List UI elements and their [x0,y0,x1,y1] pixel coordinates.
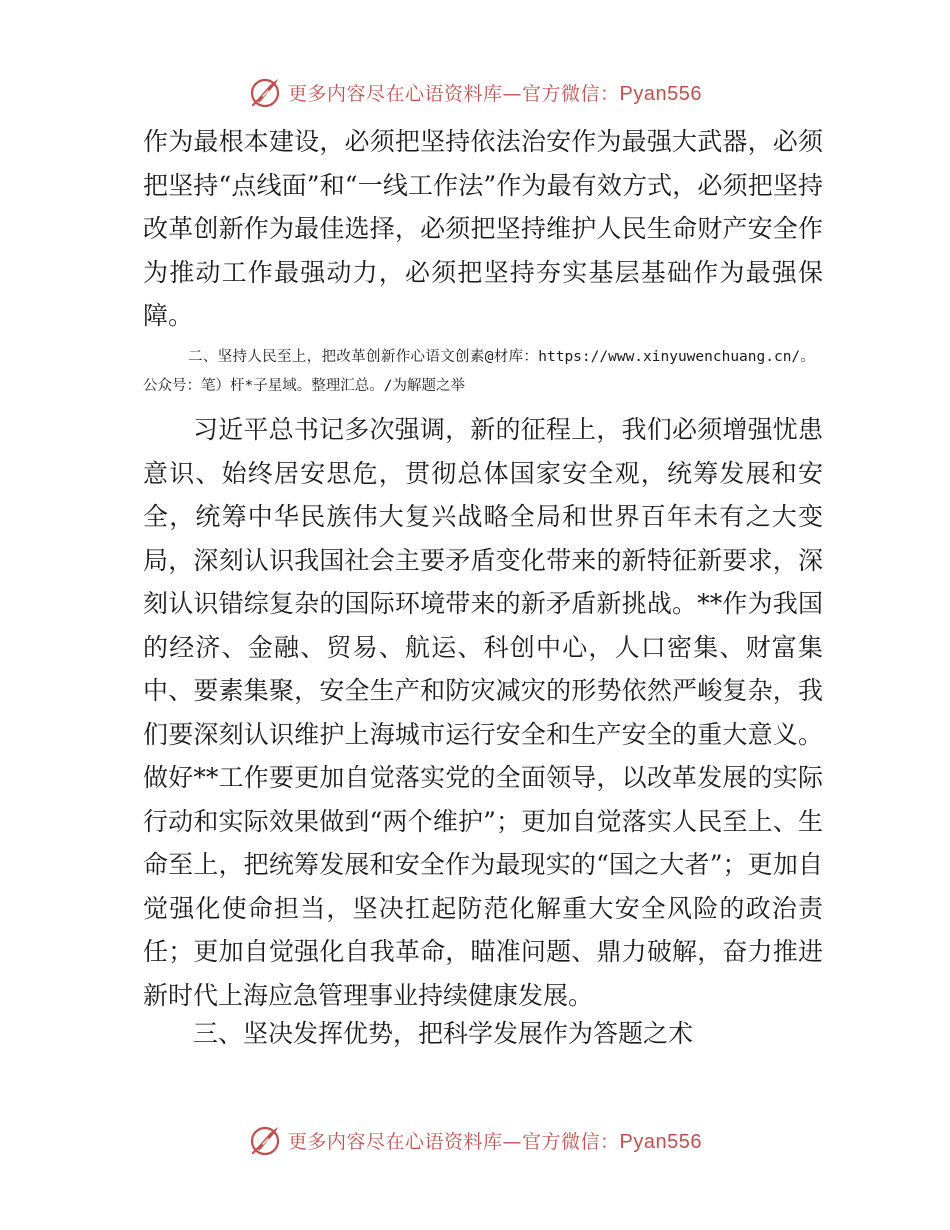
quill-pen-logo-icon [248,1123,282,1157]
quill-pen-logo-icon [248,75,282,109]
footer-watermark [0,1120,950,1160]
paragraph-main: 习近平总书记多次强调，新的征程上，我们必须增强忧患意识、始终居安思危，贯彻总体国家安全观，统筹发展和安全，统筹中华民族伟大复兴战略全局和世界百年未有之大变局，深刻认识我国社会主要矛盾变化带来的新特征新要求，深刻认识错综复杂的国际环境带来的新矛盾新挑战。**作为我国的经济、金融、贸易、航运、科创中心，人口密集、财富集中、要素集聚，安全生产和防灾减灾的形势依然严峻复杂，我们要深刻认识维护上海城市运行安全和生产安全的重大意义。做好**工作要更加自觉落实党的全面领导，以改革发展的实际行动和实际效果做到“两个维护”；更加自觉落实人民至上、生命至上，把统筹发展和安全作为最现实的“国之大者”；更加自觉强化使命担当，坚决扛起防范化解重大安全风险的政治责任；更加自觉强化自我革命，瞄准问题、鼎力破解，奋力推进新时代上海应急管理事业持续健康发展。 [143,415,823,1010]
section-heading-3: 三、坚决发挥优势，把科学发展作为答题之术 [193,1019,694,1048]
paragraph-continuation: 作为最根本建设，必须把坚持依法治安作为最强大武器，必须把坚持“点线面”和“一线工作法”作为最有效方式，必须把坚持改革创新作为最佳选择，必须把坚持维护人民生命财产安全作为推动工作最强动力，必须把坚持夯实基层基础作为最强保障。 [143,127,823,330]
header-watermark [0,72,950,112]
watermark-text: 更多内容尽在心语资料库—官方微信：Pyan556 [288,82,702,105]
section-heading-2: 二、坚持人民至上，把改革创新作心语文创素@材库：https://www.xinyuwenchuang.cn/。公众号：笔）杆*子星域。整理汇总。/为解题之举 [143,349,815,394]
watermark-text: 更多内容尽在心语资料库—官方微信：Pyan556 [288,1130,702,1153]
